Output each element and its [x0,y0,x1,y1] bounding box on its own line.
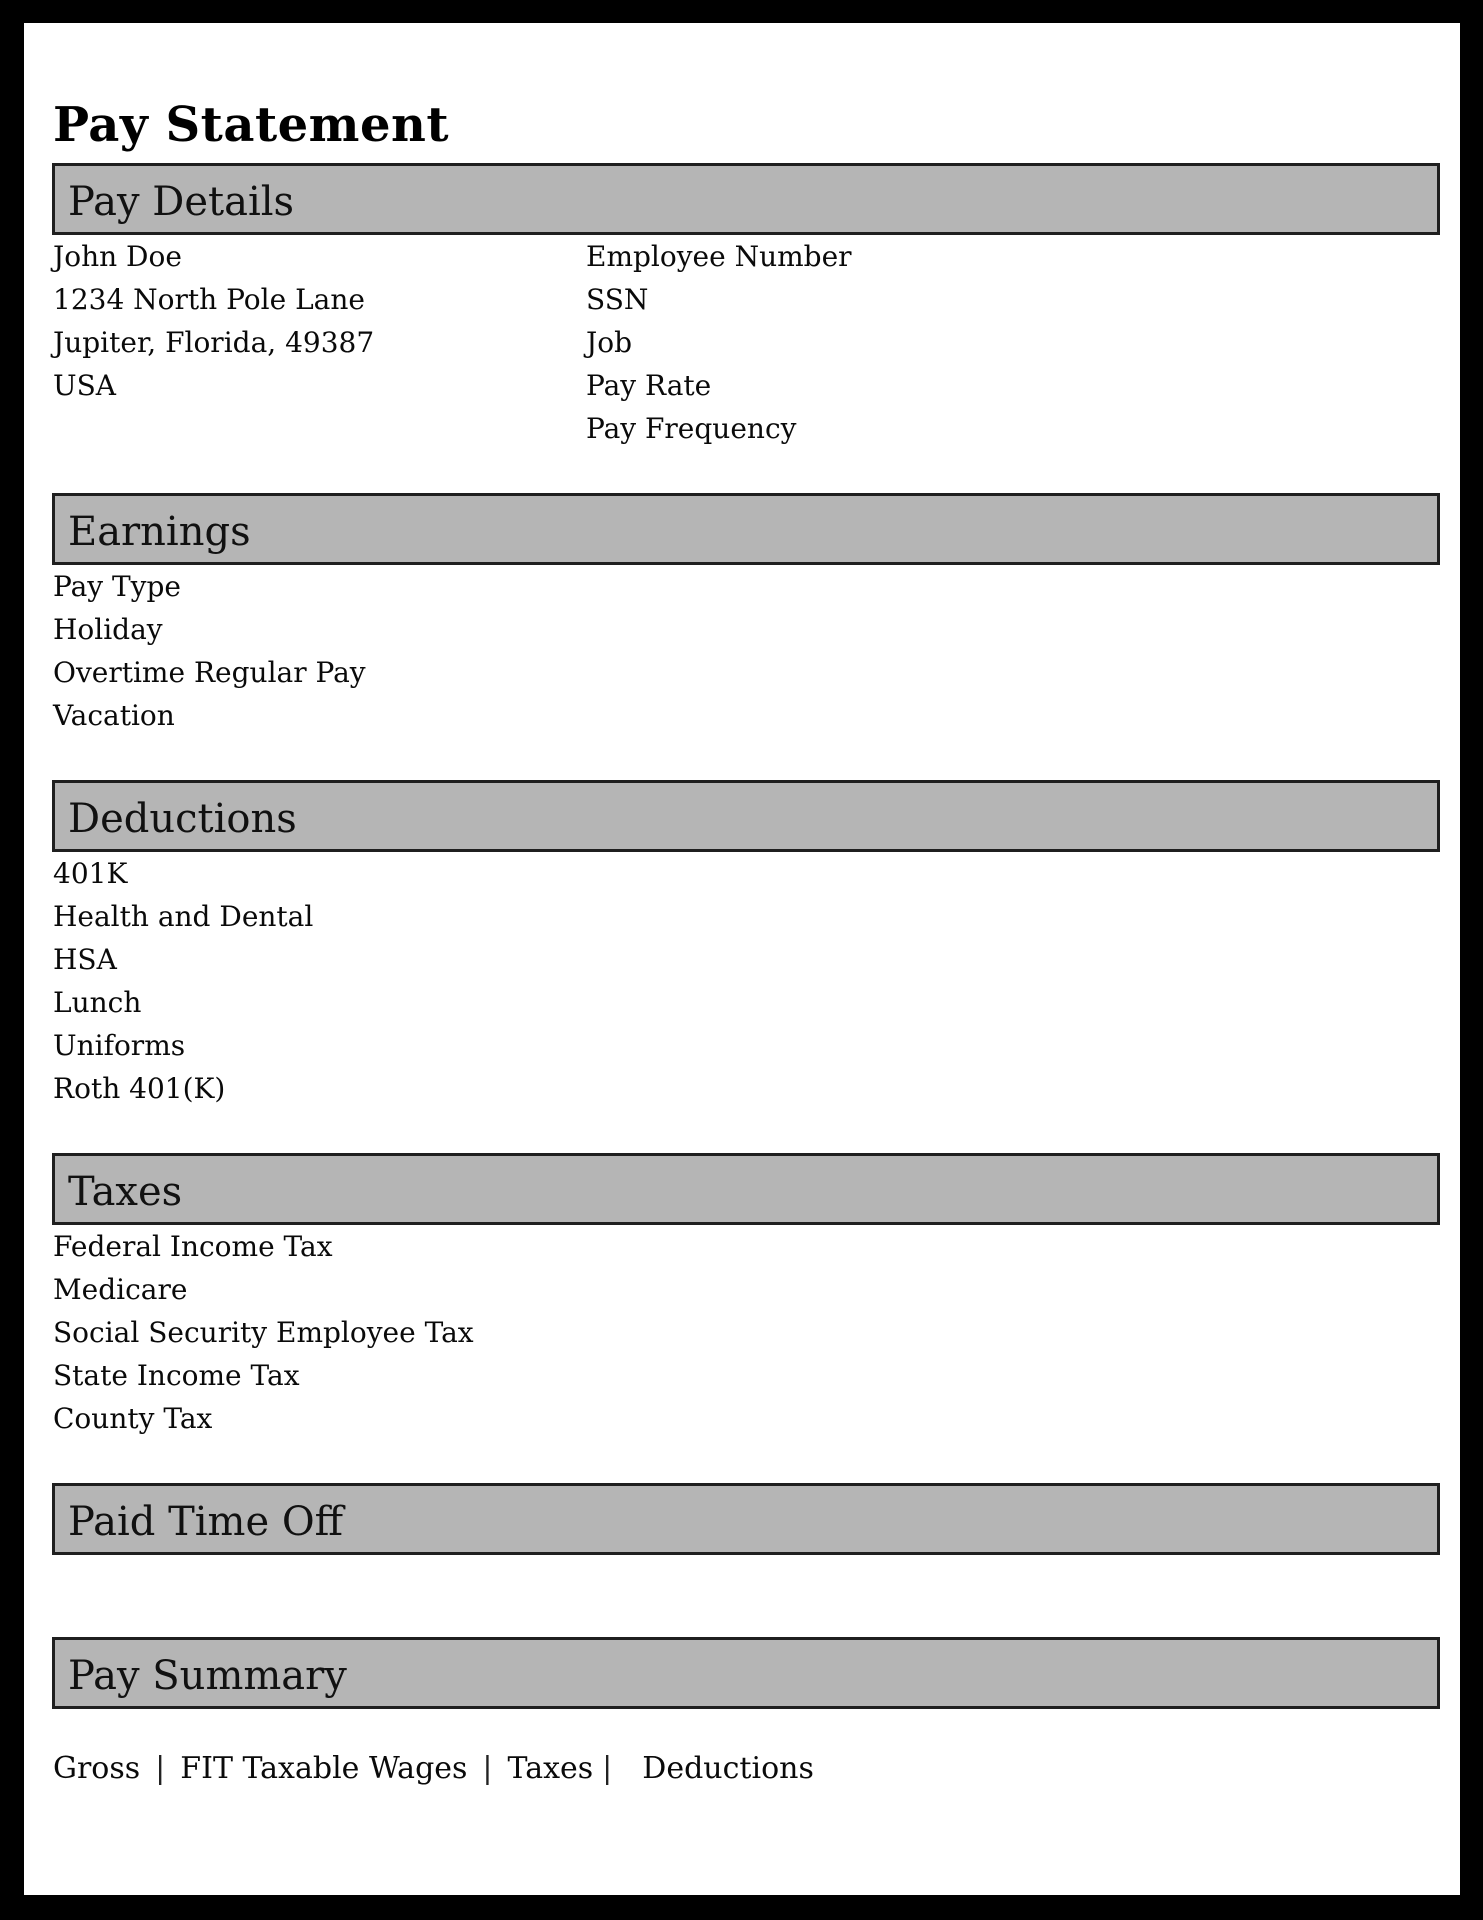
field-label-job: Job [586,326,633,359]
deductions-body [53,852,1440,1110]
employee-country: USA [53,369,116,402]
deductions-item: Roth 401(K) [53,1072,226,1105]
pay-details-fields-column [586,235,1440,450]
section-deductions [52,780,1440,1110]
section-header-taxes [52,1153,1440,1225]
section-pay-summary [52,1637,1440,1790]
section-earnings [52,493,1440,737]
deductions-item: HSA [53,943,117,976]
document-page [24,23,1460,1895]
taxes-item: Medicare [53,1273,188,1306]
field-label-pay-rate: Pay Rate [586,369,712,402]
employee-address-column [53,235,586,450]
page-title: Pay Statement [53,97,450,153]
summary-item-fit-taxable-wages: FIT Taxable Wages [180,1751,468,1786]
field-label-employee-number: Employee Number [586,240,852,273]
taxes-body [53,1225,1440,1440]
taxes-item: County Tax [53,1402,213,1435]
earnings-item: Holiday [53,613,163,646]
employee-name: John Doe [53,240,182,273]
section-header-label: Paid Time Off [68,1498,344,1545]
section-header-earnings [52,493,1440,565]
pay-summary-line [53,1747,1440,1790]
section-header-label: Earnings [68,508,251,555]
document-content [52,97,1440,1790]
section-header-pay-details [52,163,1440,235]
section-paid-time-off [52,1483,1440,1555]
section-header-paid-time-off [52,1483,1440,1555]
employee-city-state-zip: Jupiter, Florida, 49387 [53,326,375,359]
deductions-item: Uniforms [53,1029,186,1062]
deductions-item: Lunch [53,986,142,1019]
section-pay-details [52,163,1440,450]
taxes-item: Federal Income Tax [53,1230,333,1263]
pipe-separator: | [155,1751,166,1786]
pipe-separator: | [482,1751,493,1786]
section-header-deductions [52,780,1440,852]
section-header-label: Pay Details [68,178,295,225]
section-header-label: Taxes [68,1168,183,1215]
deductions-item: Health and Dental [53,900,314,933]
summary-item-gross: Gross [53,1751,141,1786]
section-header-pay-summary [52,1637,1440,1709]
earnings-item: Pay Type [53,570,181,603]
deductions-item: 401K [53,857,128,890]
taxes-item: Social Security Employee Tax [53,1316,474,1349]
field-label-ssn: SSN [586,283,649,316]
taxes-item: State Income Tax [53,1359,300,1392]
summary-item-deductions: Deductions [642,1751,814,1786]
employee-street: 1234 North Pole Lane [53,283,365,316]
section-header-label: Pay Summary [68,1652,347,1699]
section-taxes [52,1153,1440,1440]
summary-item-taxes: Taxes [507,1751,594,1786]
pipe-separator: | [602,1751,613,1786]
earnings-body [53,565,1440,737]
field-label-pay-frequency: Pay Frequency [586,412,797,445]
earnings-item: Vacation [53,699,175,732]
pay-details-body [53,235,1440,450]
earnings-item: Overtime Regular Pay [53,656,366,689]
section-header-label: Deductions [68,795,297,842]
